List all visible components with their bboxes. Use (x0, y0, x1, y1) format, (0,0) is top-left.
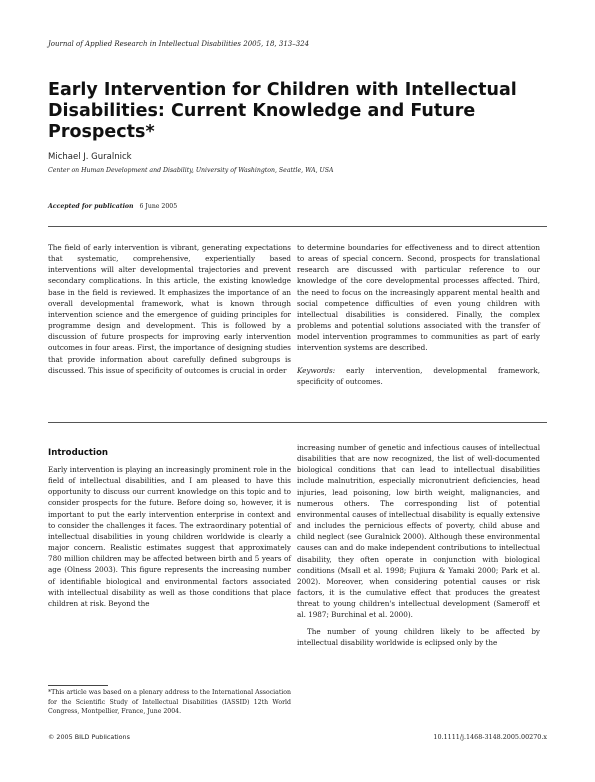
accepted-date: 6 June 2005 (139, 203, 178, 210)
abstract-text-right: to determine boundaries for effectiveness and to direct attention to areas of special concern. Second, prospects for translational research are discussed with particular reference to our knowledge of the core developmental processes affected. Third, the need to focus on the increasingly apparent mental health and social competence difficulties of even young children with intellectual disabilities is considered. Finally, the complex problems and potential solutions associated with the transfer of model intervention programmes to communities as part of early intervention systems are described. (297, 243, 540, 353)
intro-paragraph-2: increasing number of genetic and infectious causes of intellectual disabilities that are now recognized, the list of well-documented biological conditions that can lead to intellectual disabilities include malnutrition, especially micronutrient deficiencies, head injuries, lead poisoning, low birth weight, malignancies, and numerous others. The corresponding list of potential environmental causes of intellectual disability is equally extensive and includes the pernicious effects of poverty, child abuse and child neglect (see Guralnick 2000). Although these environmental causes can and do make independent contributions to intellectual disability, they often operate in conjunction with biological conditions (Msall et al. 1998; Fujiura & Yamaki 2000; Park et al. 2002). Moreover, when considering potential causes or risk factors, it is the cumulative effect that produces the greatest threat to young children's intellectual development (Sameroff et al. 1987; Burchinal et al. 2000). (297, 443, 540, 620)
accepted-line (48, 203, 177, 210)
abstract-bottom-rule (48, 422, 547, 423)
intro-paragraph-1: Early intervention is playing an increasingly prominent role in the field of intellectual disabilities, and I am pleased to have this opportunity to discuss our current knowledge on this topic and to consider prospects for the future. Before doing so, however, it is important to put the early intervention enterprise in context and to consider the challenges it faces. The extraordinary potential of intellectual disabilities in young children worldwide is clearly a major concern. Realistic estimates suggest that approximately 780 million children may be affected between birth and 5 years of age (Olness 2003). This figure represents the increasing number of identifiable biological and environmental factors associated with intellectual disability as well as those conditions that place children at risk. Beyond the (48, 465, 291, 608)
intro-paragraph-3: The number of young children likely to be affected by intellectual disability worldwide is eclipsed only by the (297, 626, 540, 647)
keywords-label: Keywords: (297, 365, 336, 375)
accepted-label: Accepted for publication (48, 203, 134, 210)
keywords (297, 365, 540, 387)
abstract-left-column (48, 242, 291, 376)
running-head: Journal of Applied Research in Intellectual Disabilities 2005, 18, 313–324 (48, 40, 310, 48)
footnote-rule (48, 685, 108, 686)
keywords-text: early intervention, developmental framework, specificity of outcomes. (297, 365, 540, 386)
footnote: *This article was based on a plenary address to the International Association for the Scientific Study of Intellectual Disabilities (IASSID) 12th World Congress, Montpellier, France, June 2004. (48, 689, 291, 716)
copyright-line: © 2005 BILD Publications (48, 733, 130, 741)
abstract-text-left: The field of early intervention is vibrant, generating expectations that systematic, comprehensive, experientially based interventions will alter developmental trajectories and prevent secondary complications. In this article, the existing knowledge base in the field is reviewed. It emphasizes the importance of an overall developmental framework, what is known through intervention science and the emergence of guiding principles for programme design and development. This is followed by a discussion of future prospects for improving early intervention outcomes in four areas. First, the importance of designing studies that provide information about carefully defined subgroups is discussed. This issue of specificity of outcomes is crucial in order (48, 243, 291, 375)
abstract-top-rule (48, 226, 547, 227)
article-title: Early Intervention for Children with Intellectual Disabilities: Current Knowledge and Future Prospects* (48, 80, 517, 142)
doi-line: 10.1111/j.1468-3148.2005.00270.x (433, 733, 547, 741)
section-heading-introduction: Introduction (48, 448, 109, 458)
author-affiliation: Center on Human Development and Disability, University of Washington, Seattle, WA, USA (48, 167, 334, 174)
body-right-column (297, 442, 540, 648)
abstract-right-column (297, 242, 540, 387)
body-left-column (48, 464, 291, 609)
author-name: Michael J. Guralnick (48, 152, 132, 162)
